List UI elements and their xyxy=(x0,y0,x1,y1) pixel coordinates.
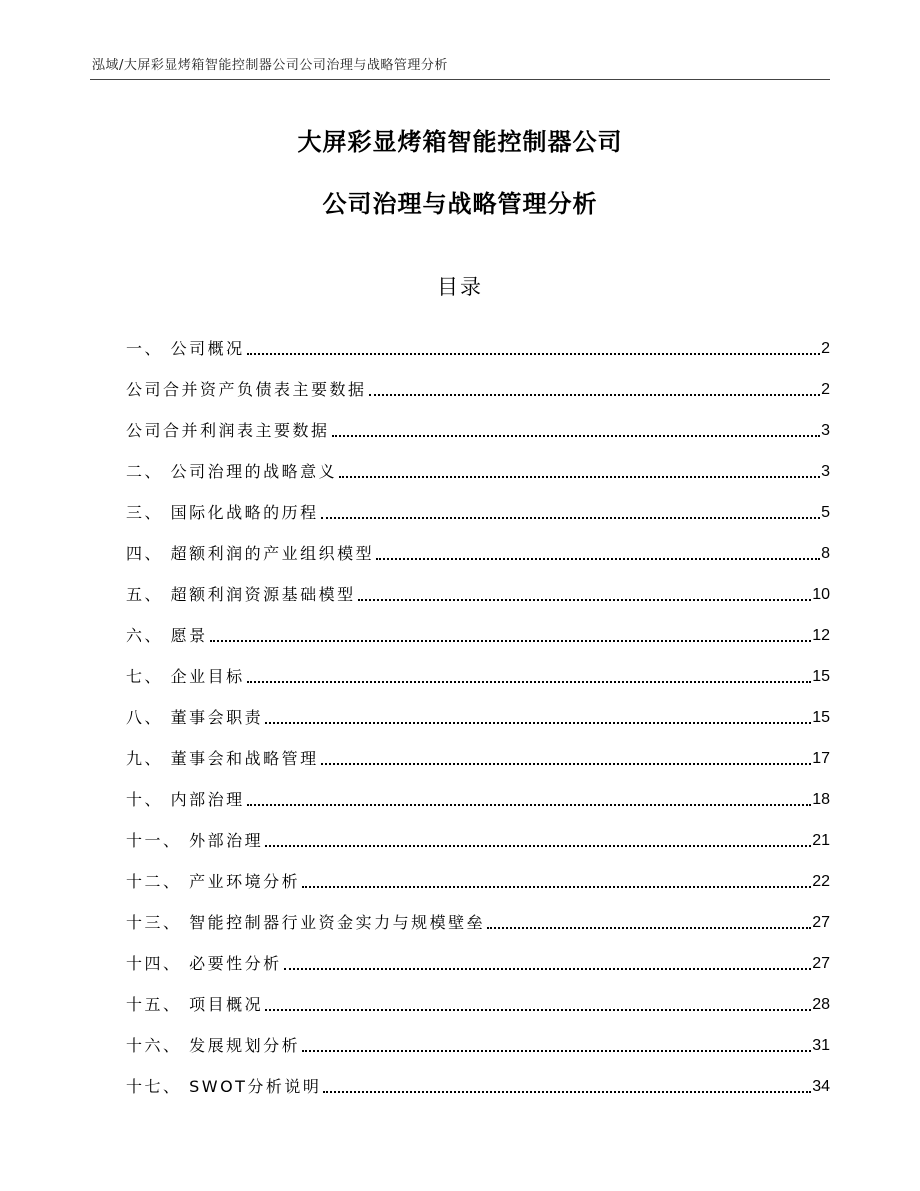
running-header: 泓域/大屏彩显烤箱智能控制器公司公司治理与战略管理分析 xyxy=(92,58,448,73)
toc-dot-leader xyxy=(265,722,811,724)
toc-entry-page: 31 xyxy=(812,1037,830,1054)
toc-entry-label: 七、 企业目标 xyxy=(126,667,245,686)
toc-entry-label: 十五、 项目概况 xyxy=(126,995,264,1014)
toc-entry[interactable] xyxy=(126,814,830,855)
toc-entry-page: 15 xyxy=(812,709,830,726)
toc-entry-page: 21 xyxy=(812,832,830,849)
toc-dot-leader xyxy=(265,845,811,847)
toc-entry-page: 3 xyxy=(821,463,830,480)
toc-entry-page: 22 xyxy=(812,873,830,890)
toc-entry[interactable] xyxy=(126,486,830,527)
toc-entry-page: 12 xyxy=(812,627,830,644)
toc-entry-page: 17 xyxy=(812,750,830,767)
toc-dot-leader xyxy=(302,1050,811,1052)
toc-entry-label: 十三、 智能控制器行业资金实力与规模壁垒 xyxy=(126,913,486,932)
toc-entry[interactable] xyxy=(126,445,830,486)
toc-dot-leader xyxy=(247,804,812,806)
toc-entry[interactable] xyxy=(126,896,830,937)
toc-entry-page: 27 xyxy=(812,914,830,931)
toc-dot-leader xyxy=(332,435,821,437)
document-title-line-2: 公司治理与战略管理分析 xyxy=(322,190,598,218)
toc-entry-page: 28 xyxy=(812,996,830,1013)
toc-entry-label: 九、 董事会和战略管理 xyxy=(126,749,319,768)
toc-entry-page: 10 xyxy=(812,586,830,603)
toc-entry[interactable] xyxy=(126,691,830,732)
table-of-contents xyxy=(126,322,830,1101)
toc-dot-leader xyxy=(321,763,812,765)
header-divider xyxy=(90,79,830,80)
toc-entry-label: 公司合并利润表主要数据 xyxy=(126,421,330,440)
toc-entry[interactable] xyxy=(126,1060,830,1101)
toc-entry-label: 四、 超额利润的产业组织模型 xyxy=(126,544,375,563)
toc-entry-label: 一、 公司概况 xyxy=(126,339,245,358)
toc-entry-label: 六、 愿景 xyxy=(126,626,208,645)
toc-entry-label: 十六、 发展规划分析 xyxy=(126,1036,301,1055)
toc-dot-leader xyxy=(247,681,812,683)
toc-entry-page: 2 xyxy=(821,381,830,398)
toc-entry-label: 十二、 产业环境分析 xyxy=(126,872,301,891)
toc-dot-leader xyxy=(376,558,820,560)
toc-entry[interactable] xyxy=(126,978,830,1019)
toc-dot-leader xyxy=(358,599,812,601)
toc-entry-label: 十、 内部治理 xyxy=(126,790,245,809)
toc-entry-label: 十七、 SWOT分析说明 xyxy=(126,1077,322,1096)
toc-dot-leader xyxy=(339,476,820,478)
toc-entry-label: 五、 超额利润资源基础模型 xyxy=(126,585,356,604)
toc-entry-page: 2 xyxy=(821,340,830,357)
toc-dot-leader xyxy=(210,640,812,642)
toc-entry-label: 十四、 必要性分析 xyxy=(126,954,282,973)
toc-entry-page: 34 xyxy=(812,1078,830,1095)
toc-dot-leader xyxy=(321,517,821,519)
toc-dot-leader xyxy=(369,394,821,396)
toc-entry[interactable] xyxy=(126,404,830,445)
document-title-line-1: 大屏彩显烤箱智能控制器公司 xyxy=(297,128,623,156)
toc-entry[interactable] xyxy=(126,1019,830,1060)
toc-entry-page: 5 xyxy=(821,504,830,521)
toc-entry-label: 八、 董事会职责 xyxy=(126,708,264,727)
toc-dot-leader xyxy=(265,1009,811,1011)
toc-dot-leader xyxy=(487,927,811,929)
toc-entry[interactable] xyxy=(126,937,830,978)
toc-entry[interactable] xyxy=(126,363,830,404)
toc-dot-leader xyxy=(247,353,821,355)
toc-entry-label: 十一、 外部治理 xyxy=(126,831,264,850)
toc-entry-page: 8 xyxy=(821,545,830,562)
toc-entry[interactable] xyxy=(126,568,830,609)
toc-entry[interactable] xyxy=(126,773,830,814)
toc-heading: 目录 xyxy=(437,275,483,299)
toc-entry-page: 27 xyxy=(812,955,830,972)
toc-entry[interactable] xyxy=(126,609,830,650)
toc-dot-leader xyxy=(302,886,811,888)
toc-dot-leader xyxy=(323,1091,811,1093)
toc-entry-label: 公司合并资产负债表主要数据 xyxy=(126,380,367,399)
toc-dot-leader xyxy=(284,968,812,970)
toc-entry[interactable] xyxy=(126,527,830,568)
toc-entry-label: 二、 公司治理的战略意义 xyxy=(126,462,338,481)
toc-entry-label: 三、 国际化战略的历程 xyxy=(126,503,319,522)
toc-entry[interactable] xyxy=(126,322,830,363)
toc-entry-page: 3 xyxy=(821,422,830,439)
toc-entry-page: 18 xyxy=(812,791,830,808)
toc-entry-page: 15 xyxy=(812,668,830,685)
toc-entry[interactable] xyxy=(126,855,830,896)
toc-entry[interactable] xyxy=(126,650,830,691)
toc-entry[interactable] xyxy=(126,732,830,773)
